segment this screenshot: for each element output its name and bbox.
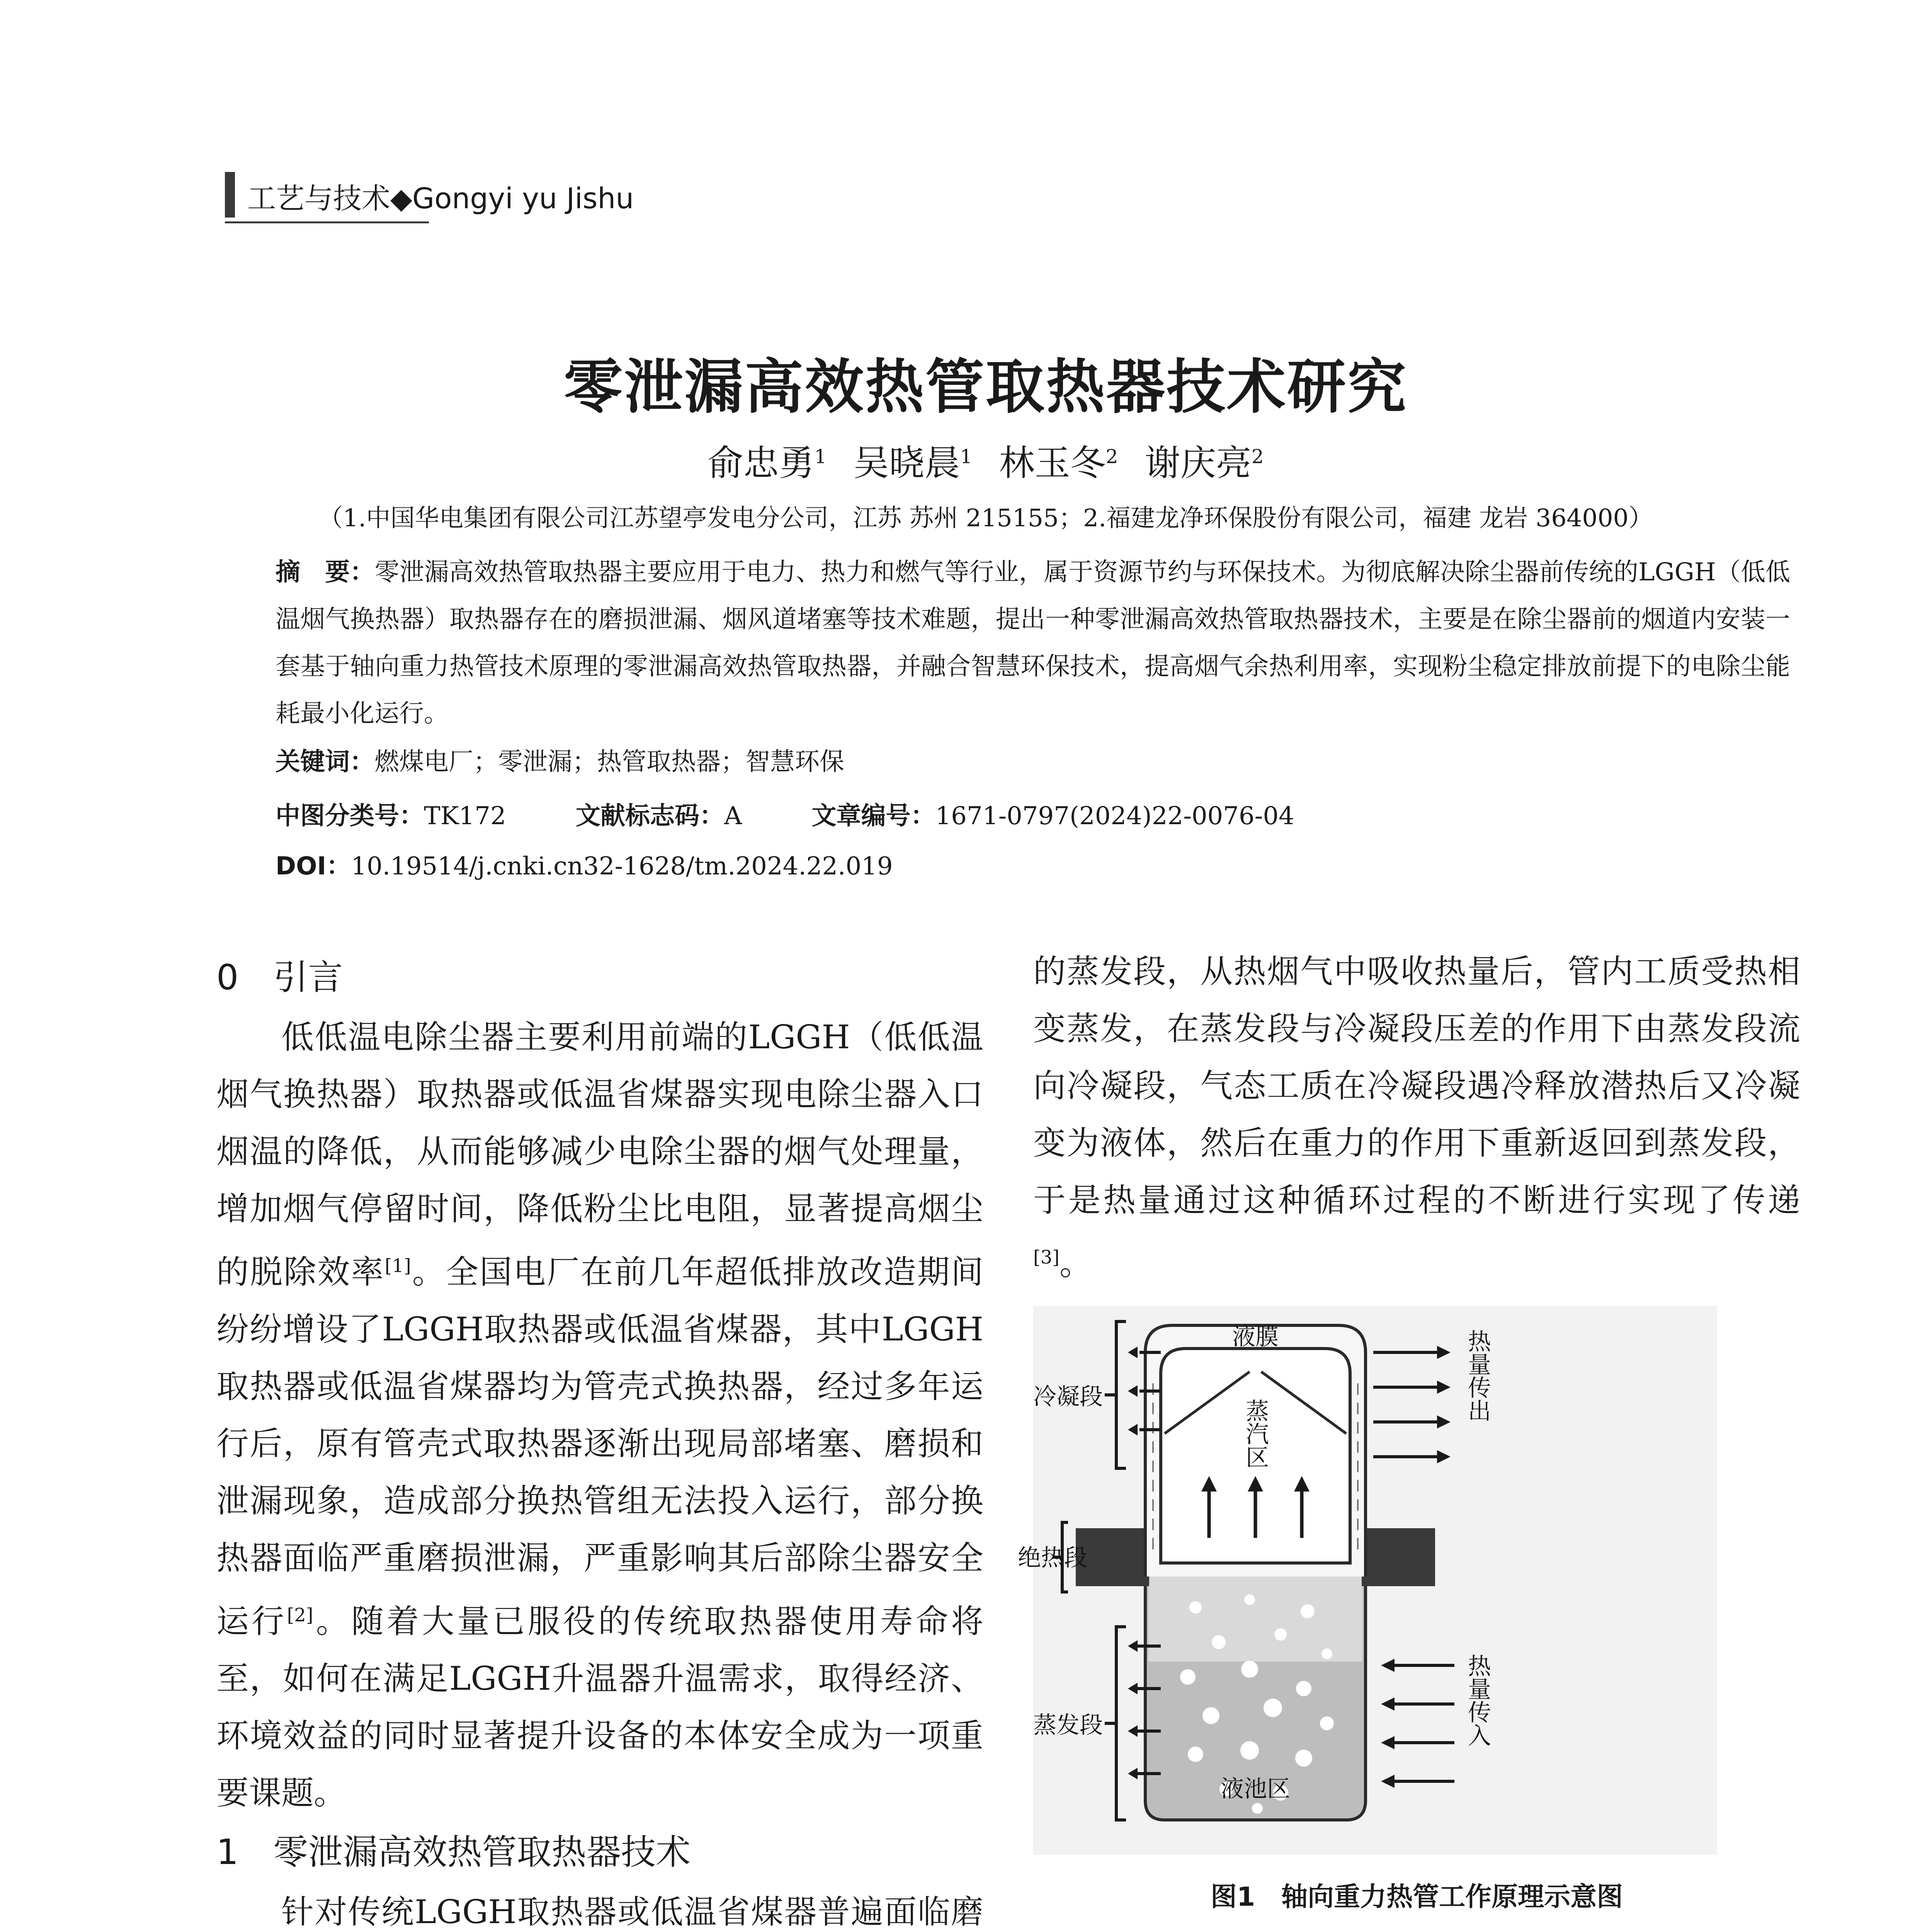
- clc-value: TK172: [424, 802, 506, 830]
- doi: [276, 846, 893, 882]
- section-1-2-heading: [1033, 1928, 1800, 1932]
- doc-code-value: A: [724, 802, 742, 830]
- author-name: 谢庆亮: [1145, 442, 1252, 484]
- label-pool: 液池区: [1221, 1776, 1290, 1803]
- intro-text-b: 。全国电厂在前几年超低排放改造期间纷纷增设了LGGH取热器或低温省煤器，其中LGGH取热器或低温省煤器均为管壳式换热器，经过多年运行后，原有管壳式取热器逐渐出现局部堵塞、磨损和泄漏现象，造成部分换热管组无法投入运行，部分换热器面临严重磨损泄漏，严重影响其后部除尘器安全运行: [216, 1253, 983, 1640]
- paper-title: 零泄漏高效热管取热器技术研究: [564, 353, 1408, 421]
- adiabatic-block-right: [1362, 1528, 1435, 1586]
- label-liquid-film: 液膜: [1232, 1323, 1279, 1350]
- author-name: 吴晓晨: [853, 442, 960, 484]
- section-1-paragraph: 针对传统LGGH取热器或低温省煤器普遍面临磨: [281, 1893, 983, 1931]
- label-adiabatic: 绝热段: [1018, 1544, 1087, 1571]
- clc-label: 中图分类号：: [276, 802, 424, 830]
- article-number-value: 1671-0797(2024)22-0076-04: [935, 802, 1294, 830]
- author-sup: 2: [1105, 445, 1118, 468]
- right-column-top: [1033, 943, 1800, 1292]
- abstract: [276, 549, 1790, 737]
- author-sup: 1: [814, 445, 827, 468]
- doi-label: DOI：: [276, 852, 351, 881]
- keywords-label: 关键词：: [276, 748, 374, 776]
- figure-caption: 图1 轴向重力热管工作原理示意图: [1210, 1882, 1623, 1912]
- left-column: [216, 947, 983, 1932]
- article-number-label: 文章编号：: [811, 802, 935, 830]
- section-1-heading: 1 零泄漏高效热管取热器技术: [216, 1832, 691, 1872]
- vessel-upper-light: [1148, 1577, 1362, 1662]
- ref-1: [1]: [384, 1255, 411, 1277]
- intro-text-c: 。随着大量已服役的传统取热器使用寿命将至，如何在满足LGGH升温器升温需求，取得经济、环境效益的同时显著提升设备的本体安全成为一项重要课题。: [216, 1602, 983, 1812]
- author-name: 林玉冬: [999, 442, 1106, 484]
- section-0-heading: 0 引言: [216, 957, 343, 998]
- ref-2: [2]: [287, 1604, 313, 1626]
- author-name: 俞忠勇: [707, 442, 815, 484]
- author-sup: 1: [960, 445, 973, 468]
- principle-continued-paragraph: [1033, 943, 1800, 1292]
- right-column-bottom: [1033, 1928, 1800, 1932]
- header-rule: [225, 221, 429, 223]
- classification-line: [276, 796, 1294, 832]
- doi-value: 10.19514/j.cnki.cn32-1628/tm.2024.22.019: [351, 852, 893, 881]
- abstract-text: 零泄漏高效热管取热器主要应用于电力、热力和燃气等行业，属于资源节约与环保技术。为彻底解决除尘器前传统的LGGH（低低温烟气换热器）取热器存在的磨损泄漏、烟风道堵塞等技术难题，提出一种零泄漏高效热管取热器技术，主要是在除尘器前的烟道内安装一套基于轴向重力热管技术原理的零泄漏高效热管取热器，并融合智慧环保技术，提高烟气余热利用率，实现粉尘稳定排放前提下的电除尘能耗最小化运行。: [276, 558, 1790, 728]
- label-condenser: 冷凝段: [1033, 1383, 1103, 1410]
- label-evaporator: 蒸发段: [1033, 1712, 1103, 1739]
- header-bar: [225, 172, 235, 218]
- heat-pipe-diagram: [1018, 1306, 1717, 1855]
- principle-text-b: 。: [1060, 1245, 1092, 1282]
- principle-text-a: 的蒸发段，从热烟气中吸收热量后，管内工质受热相变蒸发，在蒸发段与冷凝段压差的作用下由蒸发段流向冷凝段，气态工质在冷凝段遇冷释放潜热后又冷凝变为液体，然后在重力的作用下重新返回到蒸发段，于是热量通过这种循环过程的不断进行实现了传递: [1033, 952, 1800, 1219]
- label-heat-in: 热量传入: [1464, 1654, 1491, 1747]
- author-list: [0, 435, 1932, 486]
- intro-paragraph: [216, 1009, 983, 1821]
- affiliation: （1.中国华电集团有限公司江苏望亭发电分公司，江苏 苏州 215155；2.福建龙净环保股份有限公司，福建 龙岩 364000）: [318, 504, 1653, 532]
- abstract-label: 摘 要：: [276, 558, 375, 587]
- ref-3: [3]: [1033, 1247, 1060, 1268]
- label-heat-out: 热量传出: [1464, 1329, 1491, 1422]
- keywords-text: 燃煤电厂；零泄漏；热管取热器；智慧环保: [374, 748, 844, 776]
- author-sup: 2: [1251, 445, 1264, 468]
- doc-code-label: 文献标志码：: [576, 802, 724, 830]
- intro-text-a: 低低温电除尘器主要利用前端的LGGH（低低温烟气换热器）取热器或低温省煤器实现电除尘器入口烟温的降低，从而能够减少电除尘器的烟气处理量，增加烟气停留时间，降低粉尘比电阻，显著提高烟尘的脱除效率: [216, 1018, 983, 1291]
- label-vapor: 蒸汽区: [1242, 1399, 1269, 1468]
- section-header: 工艺与技术◆Gongyi yu Jishu: [247, 182, 634, 215]
- keywords: [276, 742, 844, 777]
